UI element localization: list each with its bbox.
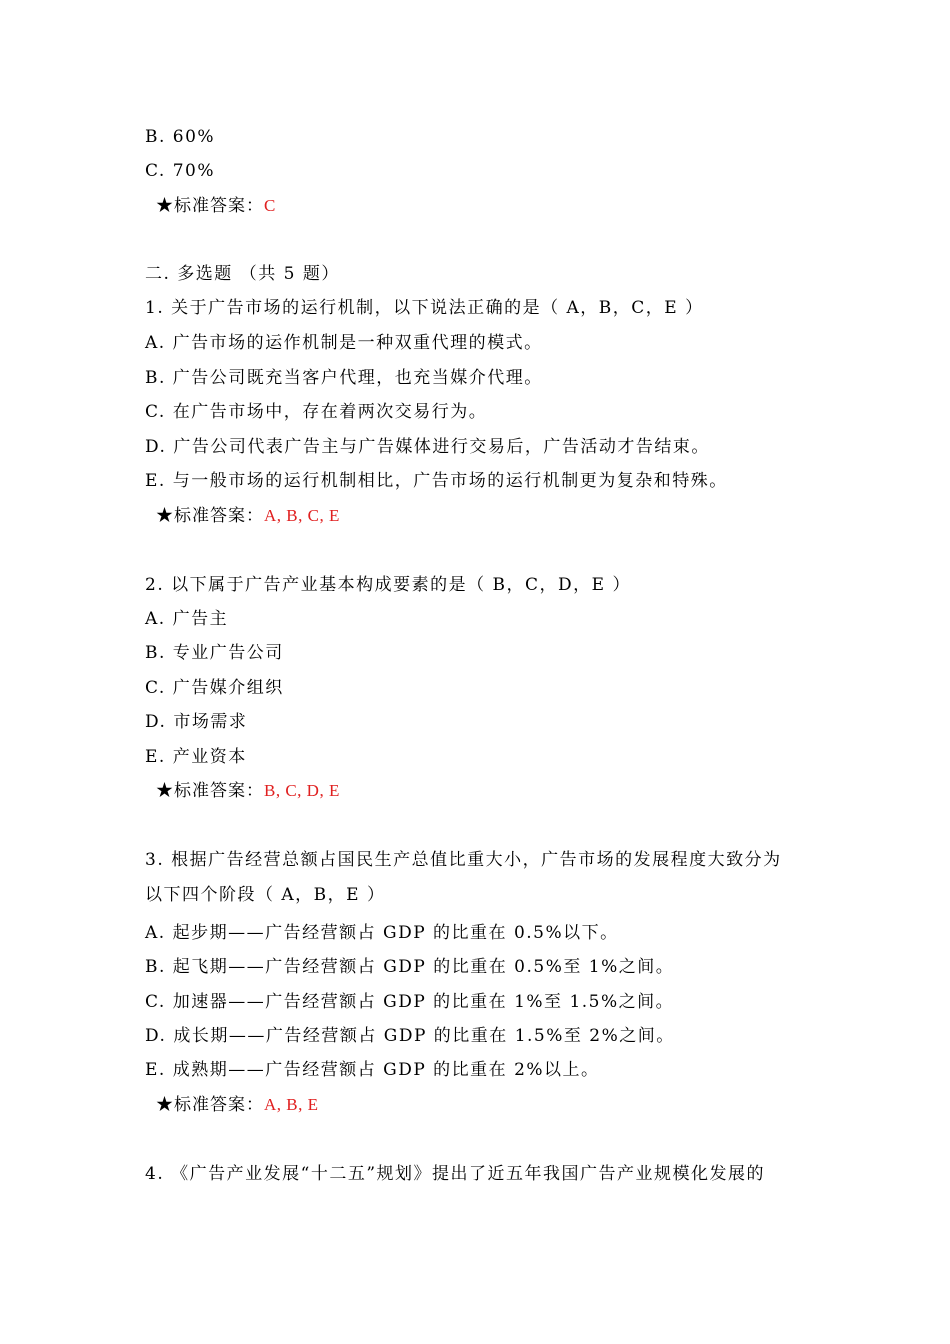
option-line: B. 广告公司既充当客户代理，也充当媒介代理。 (145, 368, 543, 388)
answer-line (156, 194, 276, 218)
answer-label: ★标准答案： (156, 781, 264, 801)
option-line: D. 广告公司代表广告主与广告媒体进行交易后，广告活动才告结束。 (145, 437, 710, 457)
answer-label: ★标准答案： (156, 196, 264, 216)
question-stem-continued: 以下四个阶段（ A，B，E ） (145, 885, 386, 905)
option-line: D. 市场需求 (145, 712, 248, 732)
question-stem: 2. 以下属于广告产业基本构成要素的是（ B，C，D，E ） (145, 575, 631, 595)
answer-value: A, B, E (264, 1095, 319, 1114)
option-line: E. 与一般市场的运行机制相比，广告市场的运行机制更为复杂和特殊。 (145, 471, 728, 491)
option-line: A. 广告主 (145, 609, 229, 629)
answer-value: A, B, C, E (264, 506, 340, 525)
answer-line (156, 504, 340, 528)
answer-line (156, 779, 340, 803)
option-line: B. 起飞期——广告经营额占 GDP 的比重在 0.5%至 1%之间。 (145, 957, 675, 977)
option-line: A. 广告市场的运作机制是一种双重代理的模式。 (145, 333, 543, 353)
option-line: D. 成长期——广告经营额占 GDP 的比重在 1.5%至 2%之间。 (145, 1026, 675, 1046)
question-stem: 4. 《广告产业发展“十二五”规划》提出了近五年我国广告产业规模化发展的 (145, 1164, 766, 1184)
answer-value: B, C, D, E (264, 781, 340, 800)
option-line: C. 加速器——广告经营额占 GDP 的比重在 1%至 1.5%之间。 (145, 992, 675, 1012)
option-line: C. 70% (145, 161, 215, 181)
option-line: A. 起步期——广告经营额占 GDP 的比重在 0.5%以下。 (145, 923, 619, 943)
option-line: E. 产业资本 (145, 747, 247, 767)
option-line: B. 60% (145, 127, 216, 147)
answer-value: C (264, 196, 276, 215)
option-line: C. 在广告市场中，存在着两次交易行为。 (145, 402, 488, 422)
question-stem: 3. 根据广告经营总额占国民生产总值比重大小，广告市场的发展程度大致分为 (145, 850, 782, 870)
answer-label: ★标准答案： (156, 506, 264, 526)
answer-line (156, 1093, 319, 1117)
answer-label: ★标准答案： (156, 1095, 264, 1115)
question-stem: 1. 关于广告市场的运行机制，以下说法正确的是（ A，B，C，E ） (145, 298, 704, 318)
option-line: C. 广告媒介组织 (145, 678, 284, 698)
option-line: E. 成熟期——广告经营额占 GDP 的比重在 2%以上。 (145, 1060, 600, 1080)
option-line: B. 专业广告公司 (145, 643, 284, 663)
section-header: 二. 多选题 （共 5 题） (145, 264, 340, 284)
